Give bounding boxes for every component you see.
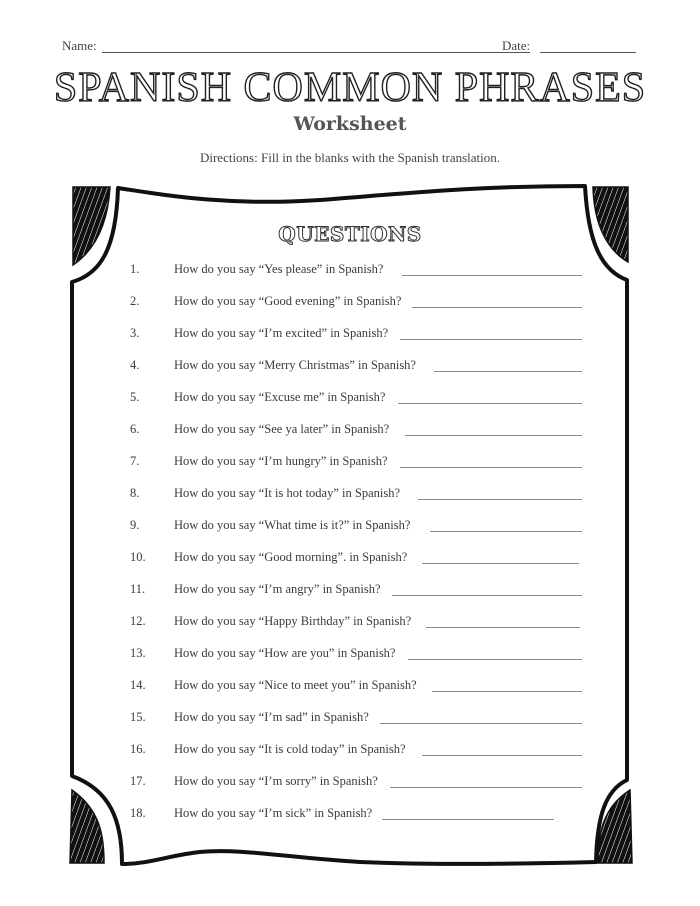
answer-blank[interactable] [402, 275, 582, 276]
answer-blank[interactable] [392, 595, 582, 596]
answer-blank[interactable] [400, 467, 582, 468]
corner-ornament-bottom-right [598, 790, 632, 863]
answer-blank[interactable] [422, 755, 582, 756]
answer-blank[interactable] [432, 691, 582, 692]
page-subtitle: Worksheet [293, 113, 407, 135]
answer-blank[interactable] [422, 563, 579, 564]
answer-blank[interactable] [430, 531, 582, 532]
answer-blank[interactable] [434, 371, 582, 372]
name-label: Name: [62, 38, 97, 53]
answer-blank[interactable] [426, 627, 580, 628]
answer-blank[interactable] [408, 659, 582, 660]
answer-blank[interactable] [380, 723, 582, 724]
answer-blank[interactable] [418, 499, 582, 500]
page-title: SPANISH COMMON PHRASES [53, 65, 647, 111]
answer-blank[interactable] [382, 819, 554, 820]
questions-heading: QUESTIONS [278, 222, 422, 246]
answer-blank[interactable] [400, 339, 582, 340]
date-label: Date: [502, 38, 531, 53]
corner-ornament-bottom-left [70, 790, 104, 863]
answer-blank[interactable] [412, 307, 582, 308]
directions-text: Directions: Fill in the blanks with the Spanish translation. [199, 150, 501, 165]
answer-blank[interactable] [390, 787, 582, 788]
answer-blank[interactable] [405, 435, 582, 436]
answer-blank[interactable] [398, 403, 582, 404]
